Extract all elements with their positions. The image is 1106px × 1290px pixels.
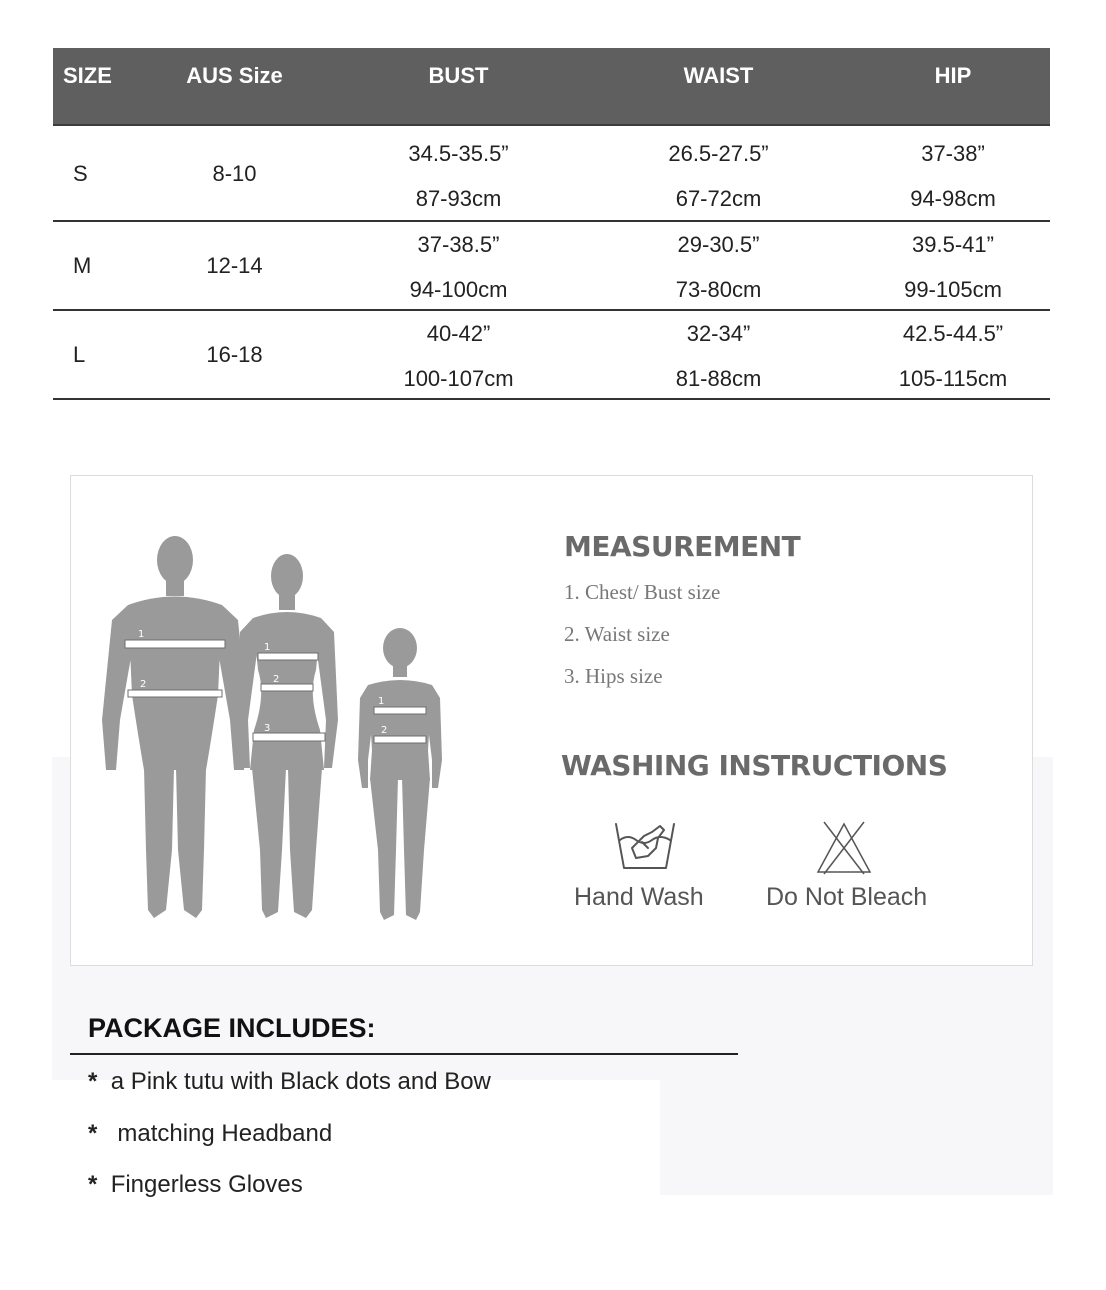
figure-label: 1 xyxy=(264,642,271,653)
bust-cm: 87-93cm xyxy=(415,186,502,211)
measurement-item: 1. Chest/ Bust size xyxy=(564,580,721,604)
child-chest-tape xyxy=(374,707,426,714)
size-cell: L xyxy=(73,342,86,367)
hand-wash-icon xyxy=(612,818,678,872)
bullet: * xyxy=(88,1068,98,1095)
do-not-bleach-label: Do Not Bleach xyxy=(766,883,928,911)
measurement-item: 3. Hips size xyxy=(564,664,663,688)
man-chest-tape xyxy=(125,640,225,648)
package-title: PACKAGE INCLUDES: xyxy=(88,1013,376,1043)
header-bust: BUST xyxy=(428,63,489,88)
hip-cell xyxy=(856,311,1050,398)
hip-cm: 99-105cm xyxy=(904,277,1002,302)
figure-label: 2 xyxy=(381,725,388,736)
body-figures-illustration xyxy=(88,520,463,930)
hip-cm: 105-115cm xyxy=(898,366,1008,391)
child-figure xyxy=(358,628,442,920)
package-item-text: Fingerless Gloves xyxy=(110,1171,303,1198)
header-size: SIZE xyxy=(63,63,112,88)
aus-size-cell: 12-14 xyxy=(206,253,263,278)
aus-size-cell: 16-18 xyxy=(206,342,263,367)
waist-cm: 81-88cm xyxy=(675,366,762,391)
waist-cell xyxy=(581,222,856,309)
bullet: * xyxy=(88,1120,98,1147)
waist-cm: 67-72cm xyxy=(675,186,762,211)
table-header xyxy=(53,48,1050,126)
hip-inches: 39.5-41” xyxy=(912,232,994,257)
figure-label: 2 xyxy=(140,679,147,690)
woman-hip-tape xyxy=(253,733,325,741)
figure-label: 1 xyxy=(138,629,145,640)
woman-waist-tape xyxy=(261,684,313,691)
table-row xyxy=(53,222,1050,311)
package-item-text: a Pink tutu with Black dots and Bow xyxy=(110,1068,491,1095)
child-waist-tape xyxy=(374,736,426,743)
bust-inches: 34.5-35.5” xyxy=(408,141,509,166)
bust-cell xyxy=(336,222,581,309)
waist-cm: 73-80cm xyxy=(675,277,762,302)
header-hip: HIP xyxy=(934,63,972,88)
figure-label: 1 xyxy=(378,696,385,707)
waist-inches: 29-30.5” xyxy=(677,232,760,257)
measurement-title: MEASUREMENT xyxy=(564,530,801,563)
no-bleach-icon xyxy=(814,820,874,876)
bust-cm: 100-107cm xyxy=(403,366,514,391)
size-cell: M xyxy=(73,253,92,278)
man-waist-tape xyxy=(128,690,222,697)
size-chart-table xyxy=(53,48,1050,400)
hip-inches: 42.5-44.5” xyxy=(902,321,1004,346)
woman-bust-tape xyxy=(258,653,318,660)
hip-cell xyxy=(856,126,1050,220)
size-cell: S xyxy=(73,160,88,186)
bust-inches: 37-38.5” xyxy=(417,232,500,257)
figure-label: 3 xyxy=(264,723,271,734)
bust-cell xyxy=(336,126,581,220)
aus-size-cell: 8-10 xyxy=(212,160,257,186)
bust-cm: 94-100cm xyxy=(409,277,508,302)
package-item-text: matching Headband xyxy=(117,1120,333,1147)
waist-inches: 26.5-27.5” xyxy=(668,141,769,166)
man-figure xyxy=(102,536,248,918)
washing-title: WASHING INSTRUCTIONS xyxy=(561,749,948,782)
hand-wash-label: Hand Wash xyxy=(574,883,704,911)
bullet: * xyxy=(88,1171,98,1198)
waist-cell xyxy=(581,126,856,220)
bust-cell xyxy=(336,311,581,398)
figure-label: 2 xyxy=(273,674,280,685)
package-divider xyxy=(70,1053,738,1055)
table-row xyxy=(53,311,1050,400)
table-row xyxy=(53,126,1050,222)
waist-inches: 32-34” xyxy=(686,321,751,346)
package-item xyxy=(88,1120,332,1148)
package-item xyxy=(88,1171,303,1199)
bust-inches: 40-42” xyxy=(426,321,491,346)
hip-inches: 37-38” xyxy=(921,141,985,166)
measurement-item: 2. Waist size xyxy=(564,622,670,646)
waist-cell xyxy=(581,311,856,398)
hip-cm: 94-98cm xyxy=(910,186,996,211)
hip-cell xyxy=(856,222,1050,309)
header-waist: WAIST xyxy=(683,63,754,88)
package-item xyxy=(88,1068,491,1096)
header-aus-size: AUS Size xyxy=(186,63,283,88)
